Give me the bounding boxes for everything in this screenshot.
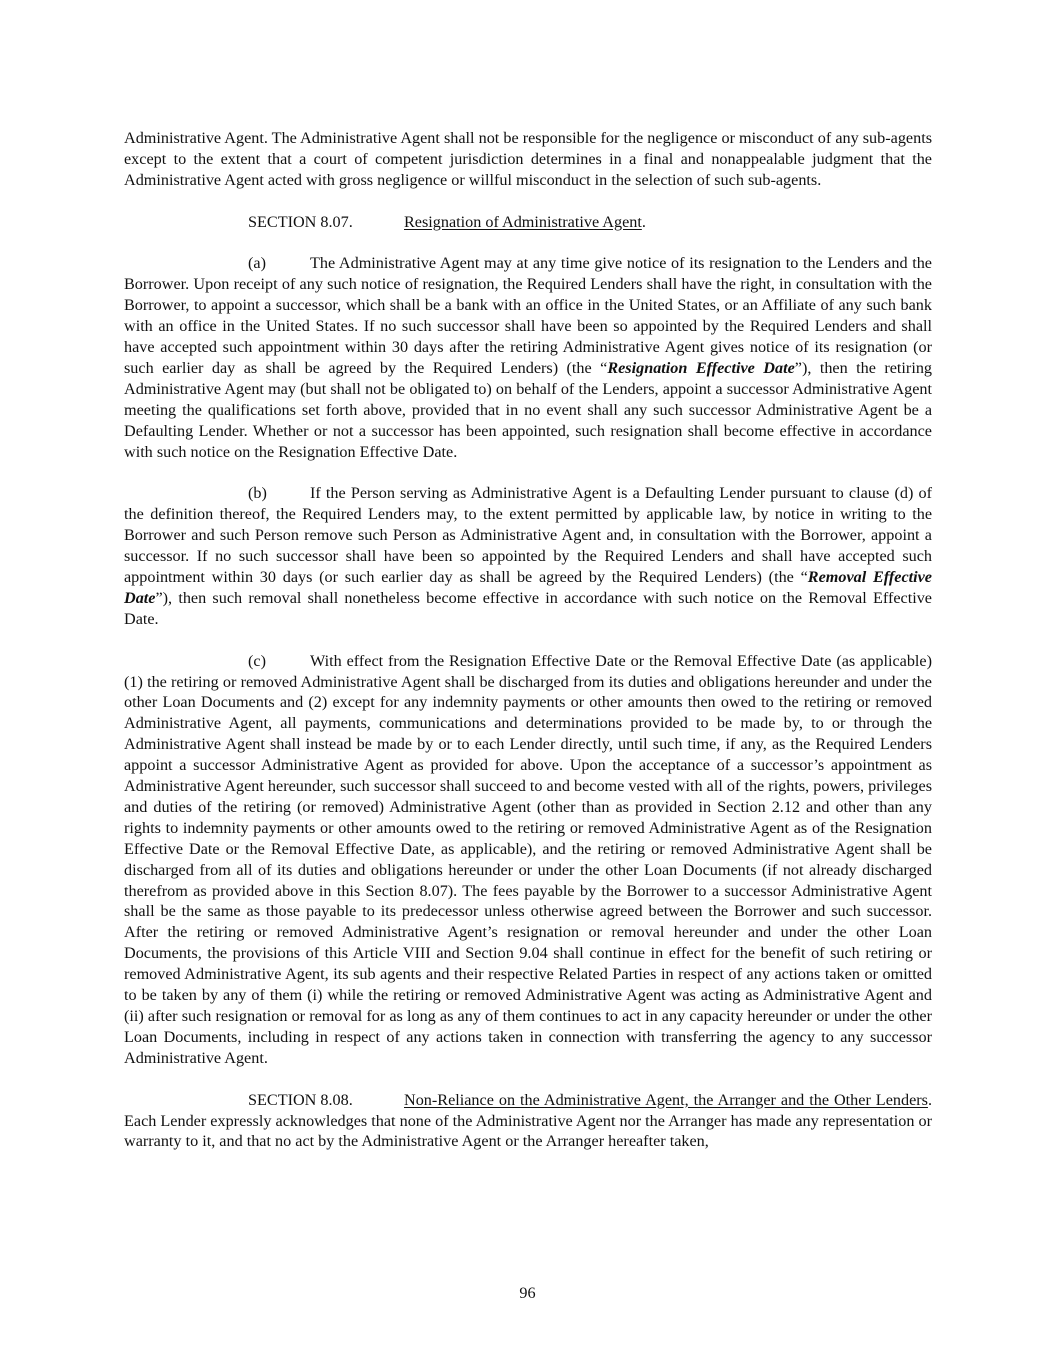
paragraph-text: ”), then such removal shall nonetheless become effective in accordance with such notice on the Removal Effective Date. bbox=[124, 588, 932, 628]
paragraph-text: If the Person serving as Administrative Agent is a Defaulting Lender pursuant to clause (d) of the definition thereof, the Required Lenders may, to the extent permitted by applicable law, by notice in writing to the Borrower and such Person remove such Person as Administrative Agent and, in consultation with the Borrower, appoint a successor. If no such successor shall have been so appointed by the Required Lenders and shall have accepted such appointment within 30 days (or such earlier day as shall be agreed by the Required Lenders) (the “ bbox=[124, 484, 932, 586]
paragraph-b bbox=[124, 483, 932, 629]
page-number: 96 bbox=[519, 1284, 536, 1302]
defined-term: Removal Effective Date bbox=[124, 567, 932, 607]
intro-paragraph: Administrative Agent. The Administrative Agent shall not be responsible for the negligence or misconduct of any sub-agents except to the extent that a court of competent jurisdiction determines in a final and nonappealable judgment that the Administrative Agent acted with gross negligence or willful misconduct in the selection of such sub-agents. bbox=[124, 129, 932, 189]
paragraph-c bbox=[124, 651, 932, 1069]
paragraph-label: (a) bbox=[248, 254, 266, 273]
section-title-period: . bbox=[927, 1090, 932, 1109]
paragraph-label: (c) bbox=[248, 651, 266, 670]
paragraph-a bbox=[124, 253, 932, 462]
paragraph-text: With effect from the Resignation Effective Date or the Removal Effective Date (as applicable) (1) the retiring or removed Administrative Agent shall be discharged from its duties and obligations hereunder and under the other Loan Documents and (2) except for any indemnity payments or other amounts then owed to the retiring or removed Administrative Agent, all payments, communications and determinations provided to be made by, to or through the Administrative Agent shall instead be made by or to each Lender directly, until such time, if any, as the Required Lenders appoint a successor Administrative Agent as provided for above. Upon the acceptance of a successor’s appointment as Administrative Agent hereunder, such successor shall succeed to and become vested with all of the rights, powers, privileges and duties of the retiring (or removed) Administrative Agent (other than as provided in Section 2.12 and other than any rights to indemnity payments or other amounts owed to the retiring or removed Administrative Agent as of the Resignation Effective Date or the Removal Effective Date, as applicable), and the retiring or removed Administrative Agent shall be discharged from all of its duties and obligations hereunder or under the other Loan Documents (if not already discharged therefrom as provided above in this Section 8.07). The fees payable by the Borrower to a successor Administrative Agent shall be the same as those payable to its predecessor unless otherwise agreed between the Borrower and such successor. After the retiring or removed Administrative Agent’s resignation or removal hereunder and under the other Loan Documents, the provisions of this Article VIII and Section 9.04 shall continue in effect for the benefit of such retiring or removed Administrative Agent, its sub agents and their respective Related Parties in respect of any actions taken or omitted to be taken by any of them (i) while the retiring or removed Administrative Agent was acting as Administrative Agent and (ii) after such resignation or removal for as long as any of them continues to act in any capacity hereunder or under the other Loan Documents, including in respect of any actions taken in connection with transferring the agency to any successor Administrative Agent. bbox=[124, 651, 932, 1067]
section-title: Resignation of Administrative Agent bbox=[404, 212, 642, 231]
paragraph-text: ”), then the retiring Administrative Agent may (but shall not be obligated to) on behalf of the Lenders, appoint a successor Administrative Agent meeting the qualifications set forth above, provided that in no event shall any such successor Administrative Agent be a Defaulting Lender. Whether or not a successor has been appointed, such resignation shall become effective in accordance with such notice on the Resignation Effective Date. bbox=[124, 358, 933, 461]
section-8-08 bbox=[124, 1090, 932, 1153]
document-body bbox=[124, 128, 932, 1173]
section-number: SECTION 8.08. bbox=[248, 1090, 353, 1109]
section-text: Each Lender expressly acknowledges that none of the Administrative Agent nor the Arranger has made any representation or warranty to it, and that no act by the Administrative Agent or the Arranger hereafter taken, bbox=[124, 1111, 932, 1151]
paragraph-label: (b) bbox=[248, 484, 267, 503]
defined-term: Resignation Effective Date bbox=[607, 358, 795, 377]
section-title: Non-Reliance on the Administrative Agent, the Arranger and the Other Lenders bbox=[404, 1090, 928, 1109]
paragraph-text: The Administrative Agent may at any time give notice of its resignation to the Lenders and the Borrower. Upon receipt of any such notice of resignation, the Required Lenders shall have the right, in consultation with the Borrower, to appoint a successor, which shall be a bank with an office in the United States, or an Affiliate of any such bank with an office in the United States. If no such successor shall have been so appointed by the Required Lenders and shall have accepted such appointment within 30 days after the retiring Administrative Agent gives notice of its resignation (or such earlier day as shall be agreed by the Required Lenders) (the “ bbox=[124, 254, 932, 377]
section-title-period: . bbox=[641, 212, 646, 231]
section-8-07-heading bbox=[124, 212, 932, 233]
section-number: SECTION 8.07. bbox=[248, 212, 353, 231]
